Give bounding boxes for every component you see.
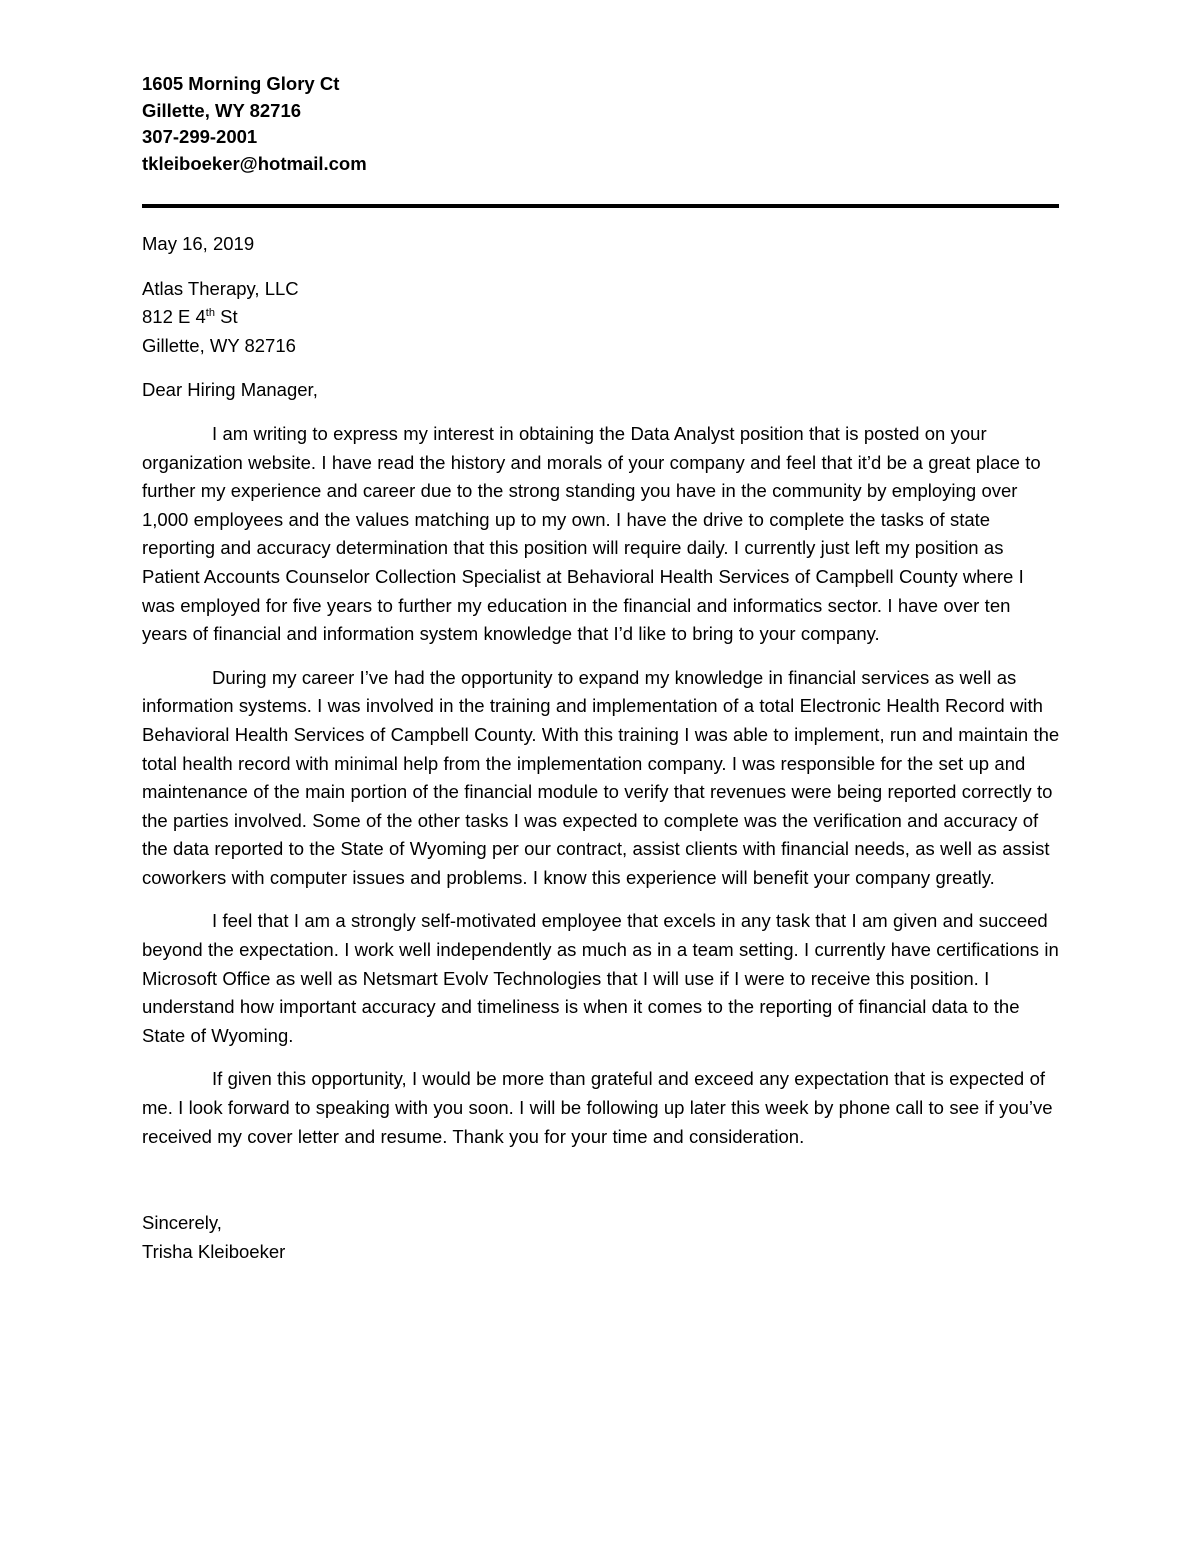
- recipient-city-state-zip: Gillette, WY 82716: [142, 334, 296, 356]
- recipient-block: [142, 275, 1060, 361]
- recipient-company: Atlas Therapy, LLC: [142, 277, 299, 299]
- letter-body: [142, 71, 1060, 1266]
- sender-phone: 307-299-2001: [142, 126, 258, 147]
- sender-address-line2: Gillette, WY 82716: [142, 99, 302, 121]
- recipient-street: [142, 303, 1060, 332]
- closing-block: [142, 1209, 1060, 1266]
- header-divider: [142, 204, 1059, 208]
- body-paragraph-2: During my career I’ve had the opportunity to expand my knowledge in financial services as well as information systems. I was involved in the training and implementation of a total Electronic Health Record with Behavioral Health Services of Campbell County. With this training I was able to implement, run and maintain the total health record with minimal help from the implementation company. I was responsible for the set up and maintenance of the main portion of the financial module to verify that revenues were being reported correctly to the parties involved. Some of the other tasks I was expected to complete was the verification and accuracy of the data reported to the State of Wyoming per our contract, assist clients with financial needs, as well as assist coworkers with computer issues and problems. I know this experience will benefit your company greatly.: [142, 666, 1060, 888]
- sender-email: tkleiboeker@hotmail.com: [142, 152, 367, 174]
- letter-date: May 16, 2019: [142, 233, 255, 254]
- recipient-street-name: St: [214, 306, 238, 328]
- closing-text: Sincerely,: [142, 1212, 222, 1234]
- recipient-street-number: 812 E 4: [142, 306, 206, 328]
- signature-name: Trisha Kleiboeker: [142, 1240, 286, 1262]
- salutation: Dear Hiring Manager,: [142, 379, 318, 401]
- body-paragraph-4: If given this opportunity, I would be more than grateful and exceed any expectation that is expected of me. I look forward to speaking with you soon. I will be following up later this week by phone call to see if you’ve received my cover letter and resume. Thank you for your time and consideration.: [142, 1068, 1053, 1147]
- sender-block: [142, 71, 1060, 177]
- body-paragraph-1: I am writing to express my interest in obtaining the Data Analyst position that is posted on your organization website. I have read the history and morals of your company and feel that it’d be a great place to further my experience and career due to the strong standing you have in the community by employing over 1,000 employees and the values matching up to my own. I have the drive to complete the tasks of state reporting and accuracy determination that this position will require daily. I currently just left my position as Patient Accounts Counselor Collection Specialist at Behavioral Health Services of Campbell County where I was employed for five years to further my education in the financial and informatics sector. I have over ten years of financial and information system knowledge that I’d like to bring to your company.: [142, 422, 1041, 645]
- sender-address-line1: 1605 Morning Glory Ct: [142, 73, 340, 94]
- recipient-street-suffix: th: [205, 307, 215, 320]
- body-paragraph-3: I feel that I am a strongly self-motivated employee that excels in any task that I am given and succeed beyond the expectation. I work well independently as much as in a team setting. I currently have certifications in Microsoft Office as well as Netsmart Evolv Technologies that I will use if I were to receive this position. I understand how important accuracy and timeliness is when it comes to the reporting of financial data to the State of Wyoming.: [142, 910, 1059, 1046]
